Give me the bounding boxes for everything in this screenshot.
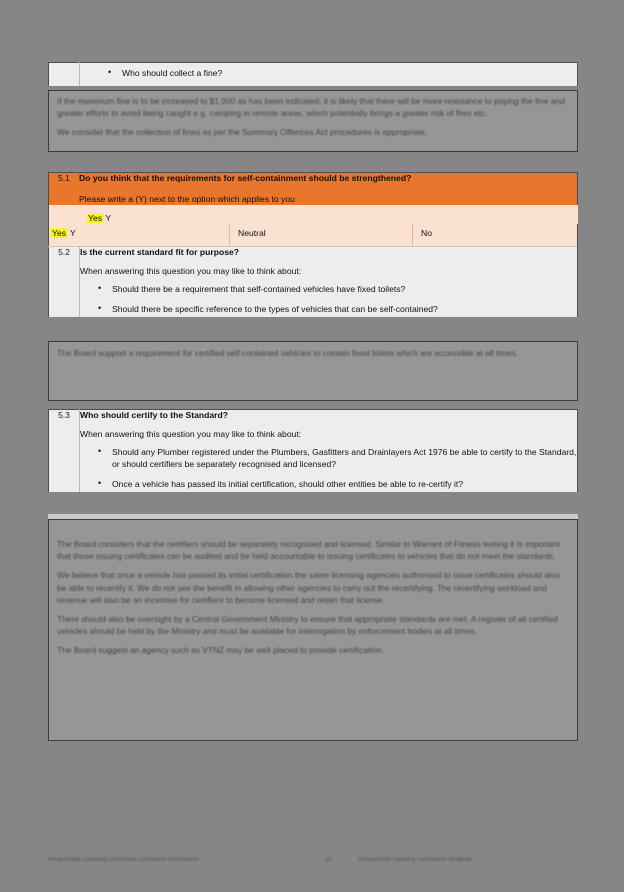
question-51-number: 5.1 <box>49 173 80 206</box>
top-question-table <box>48 62 578 86</box>
table-row <box>49 63 578 87</box>
option-label-neutral: Neutral <box>238 228 266 238</box>
answer-paragraph: The Board suggest an agency such as VTNZ may be well placed to provide certification. <box>57 645 384 656</box>
question-52-number: 5.2 <box>49 247 80 318</box>
question-51-instruction: Please write a (Y) next to the option which applies to you <box>79 194 295 205</box>
question-52-instruction: When answering this question you may like to think about: <box>80 265 302 276</box>
answer-paragraph: The Board support a requirement for certified self-contained vehicles to contain fixed toilets which are accessible at all times. <box>57 348 519 358</box>
question-52-bullet-list <box>80 283 577 315</box>
answer-paragraph: We believe that once a vehicle has passed its initial certification the same licensing agencies authorised to issue certificates should also be able to recertify it. We do not see the benefit in allowing other agencies to carry out the recertifying. The recertifying workload and revenue will also be an incentive for certifiers to become licensed and retain that license. <box>57 570 560 605</box>
question-53-number: 5.3 <box>49 410 80 493</box>
option-mark-yes: Y <box>70 228 76 238</box>
question-52-row <box>49 247 578 318</box>
question-52-title: Is the current standard fit for purpose? <box>80 247 240 257</box>
footer-left-text: Responsible Camping Discussion Document Submission <box>48 857 200 863</box>
answer-paragraph: The Board considers that the certifiers should be separately recognised and licensed. Similar to Warrant of Fitness testing it is important that those issuing certificates can be audited and be held accountable to issuing certificates to vehicles that do not meet the standards. <box>57 539 560 562</box>
question-53-bullet-list <box>80 446 577 490</box>
question-52-table <box>48 246 578 317</box>
list-item: • Should any Plumber registered under the Plumbers, Gasfitters and Drainlayers Act 1976 be able to certify to the Standard, or should certifiers be separately recognised and licensed? <box>98 446 577 470</box>
list-item: • Should there be a requirement that self-contained vehicles have fixed toilets? <box>98 283 577 295</box>
answer-paragraph: If the maximum fine is to be increased to $1,000 as has been indicated, it is likely that there will be more resistance to paying the fine and greater efforts to avoid being caught e.g. camping in remote areas, which potentially brings a greater risk of fires etc. <box>57 96 565 119</box>
option-yes[interactable] <box>49 224 229 246</box>
option-label-yes: Yes <box>88 213 103 224</box>
question-51-title: Do you think that the requirements for self-containment should be strengthened? <box>79 173 412 183</box>
top-question-number <box>49 63 80 87</box>
list-item: • Once a vehicle has passed its initial certification, should other entities be able to re-certify it? <box>98 478 577 490</box>
question-53-answer-block <box>48 519 578 741</box>
question-52-answer-block <box>48 341 578 401</box>
question-53-title: Who should certify to the Standard? <box>80 410 229 420</box>
top-question-bullet-list <box>90 67 567 79</box>
question-53-instruction: When answering this question you may like to think about: <box>80 428 302 439</box>
question-51-body <box>79 173 578 206</box>
question-53-body <box>80 410 578 493</box>
question-53-table <box>48 409 578 492</box>
top-question-body <box>80 63 578 87</box>
option-no[interactable] <box>412 224 577 246</box>
footer-page-number: 10 <box>324 857 332 863</box>
option-neutral[interactable] <box>229 224 412 246</box>
question-51-header-row <box>49 173 578 206</box>
list-item: • Should there be specific reference to the types of vehicles that can be self-contained? <box>98 303 577 315</box>
option-label-no: No <box>421 228 432 238</box>
top-answer-block <box>48 90 578 152</box>
question-51-option-bar <box>48 224 578 246</box>
option-mark-yes: Y <box>103 213 112 224</box>
option-label-yes: Yes <box>52 228 67 238</box>
answer-paragraph: We consider that the collection of fines as per the Summary Offences Act procedures is appropriate. <box>57 127 428 138</box>
question-52-body <box>80 247 578 318</box>
footer-right-text: Responsible camping submission template <box>358 857 472 863</box>
answer-paragraph: There should also be oversight by a Central Government Ministry to ensure that appropriate standards are met. A register of all certified vehicles should be held by the Ministry and must be available for interrogation by enforcement bodies at all times. <box>57 613 558 637</box>
list-item: • Who should collect a fine? <box>108 67 567 79</box>
page-footer <box>48 852 578 868</box>
question-53-row <box>49 410 578 493</box>
